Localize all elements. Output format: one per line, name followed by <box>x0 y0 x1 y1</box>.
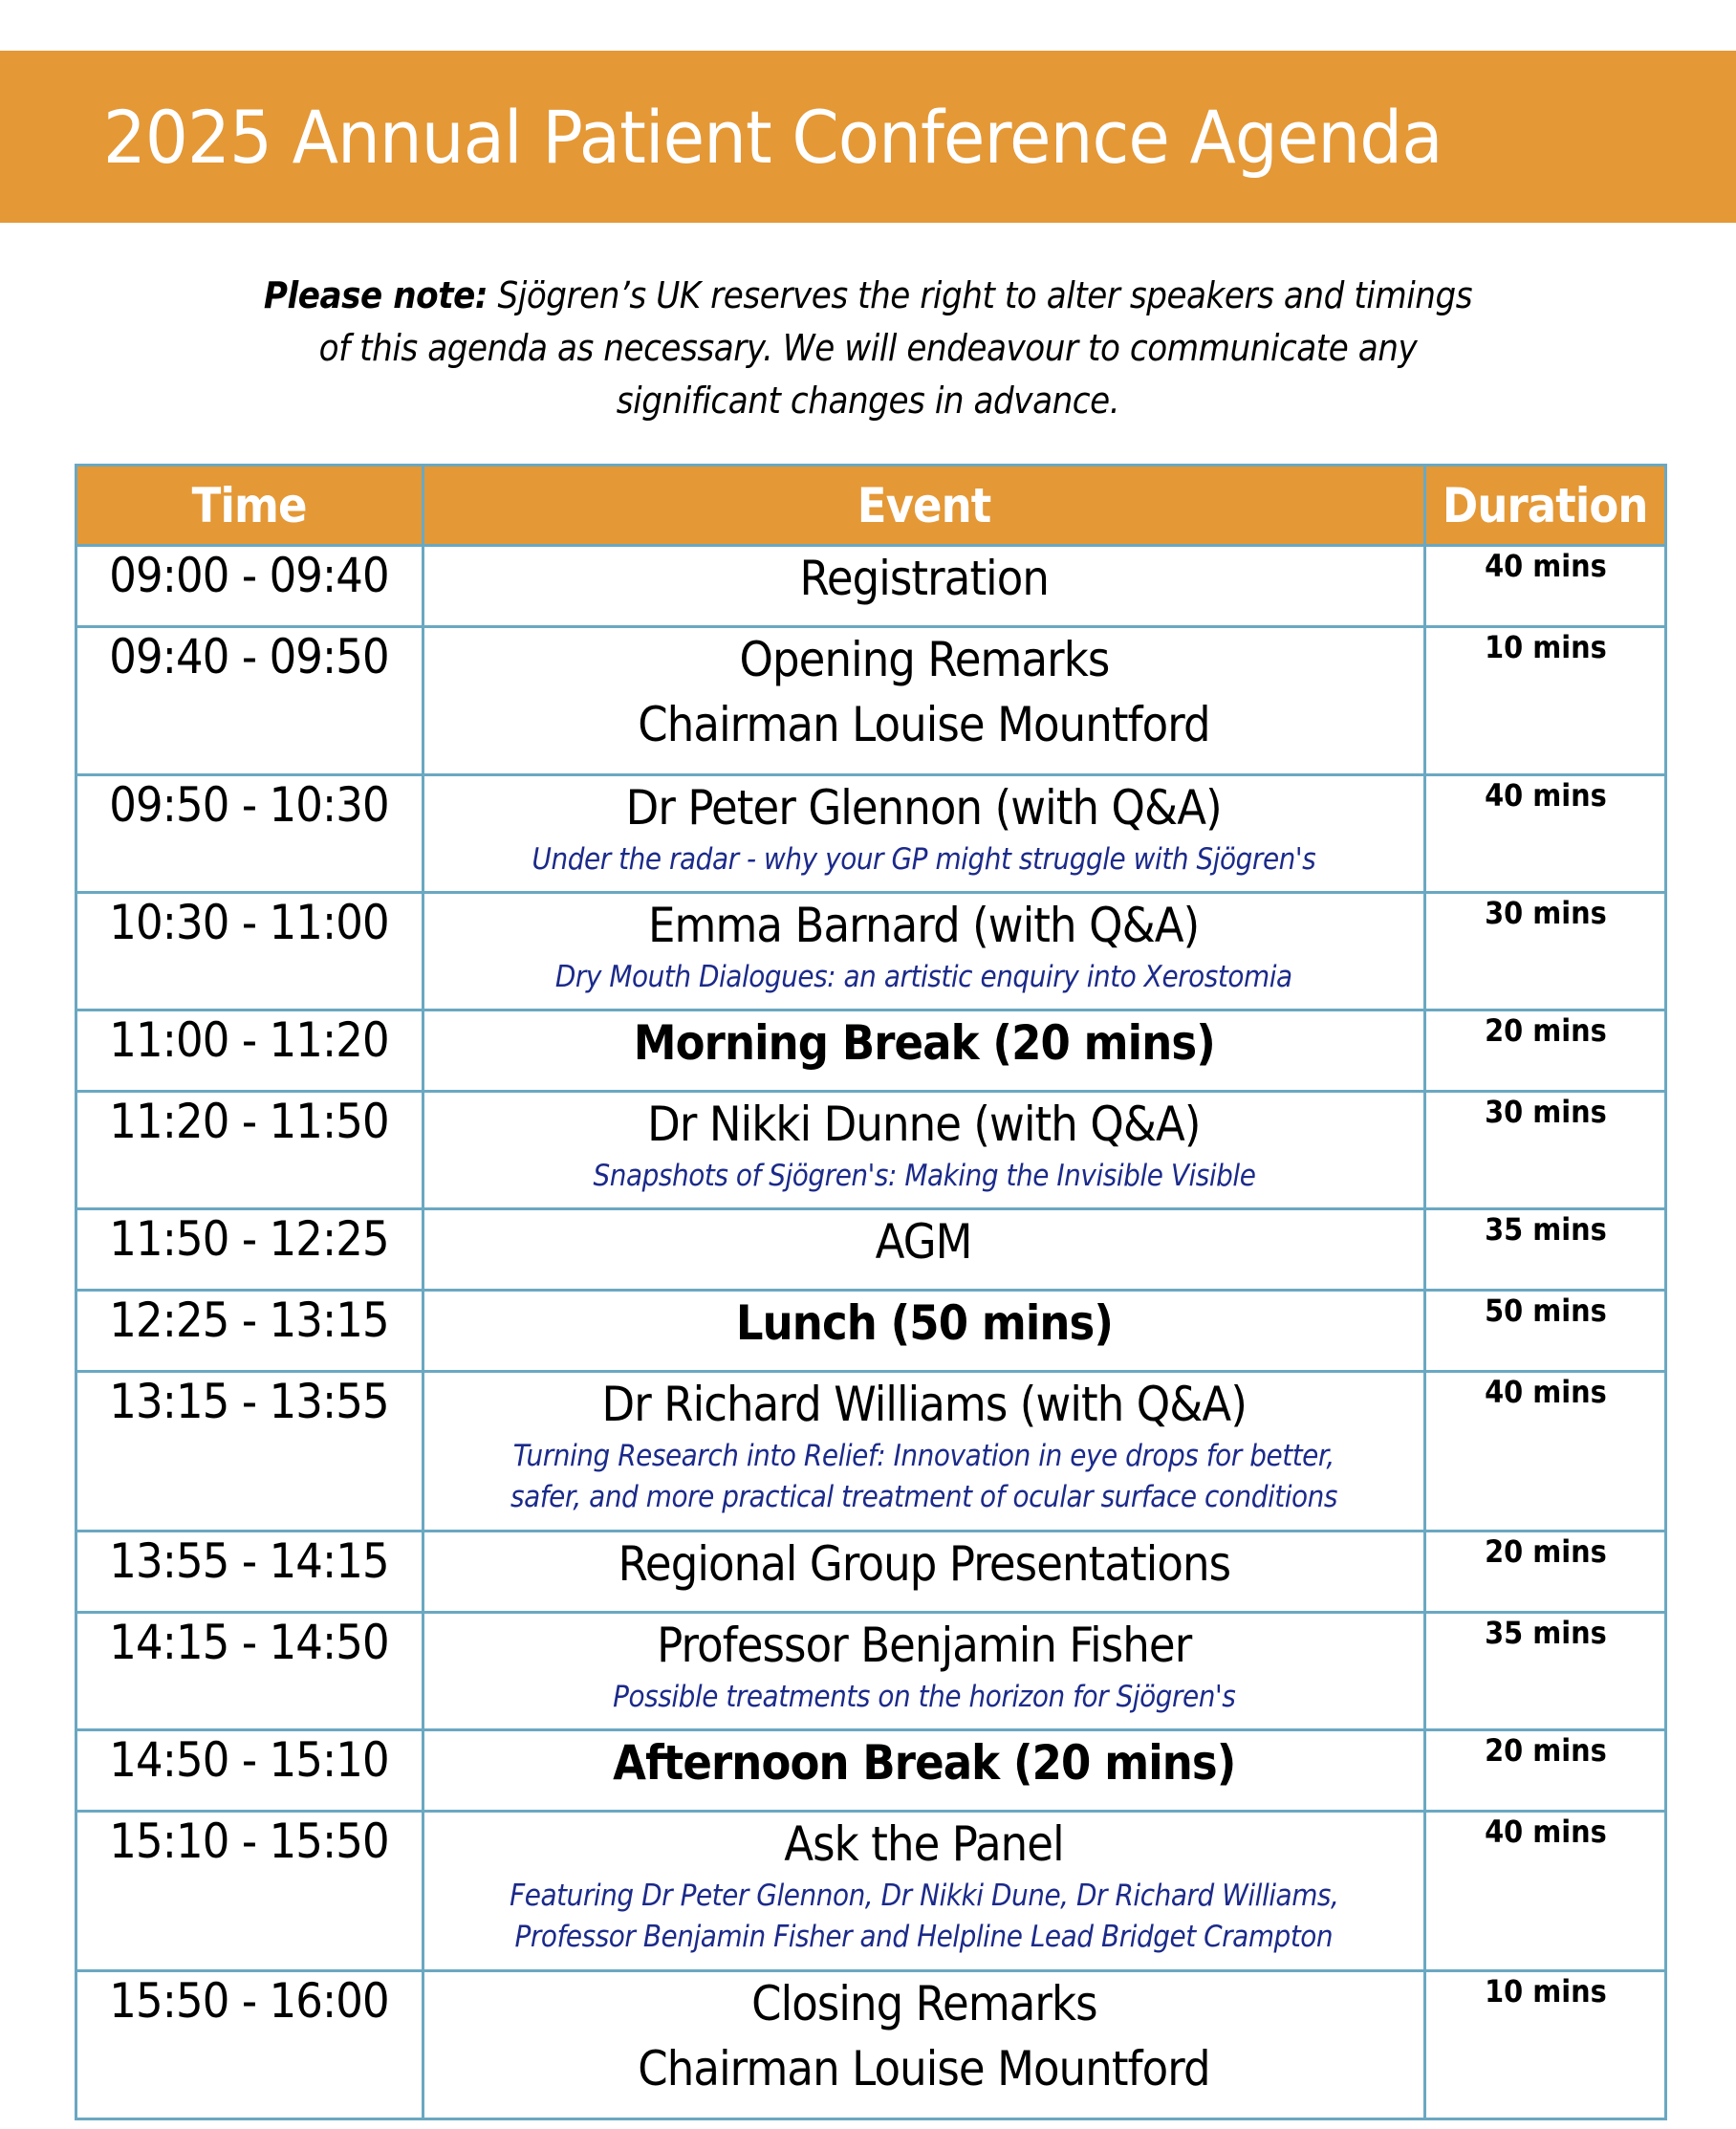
event-title: Opening Remarks <box>739 632 1109 687</box>
column-header-duration: Duration <box>1425 466 1666 546</box>
duration-cell: 35 mins <box>1425 1613 1666 1730</box>
event-subtitle-line1: Featuring Dr Peter Glennon, Dr Nikki Dune, Dr Richard Williams, <box>509 1879 1339 1913</box>
event-cell <box>423 1010 1425 1092</box>
event-title: Regional Group Presentations <box>618 1536 1230 1592</box>
page-title: 2025 Annual Patient Conference Agenda <box>102 94 1443 180</box>
event-subtitle-line1: Turning Research into Relief: Innovation in eye drops for better, <box>512 1439 1335 1473</box>
time-cell: 11:00 - 11:20 <box>76 1010 423 1092</box>
event-speaker: Chairman Louise Mountford <box>638 2041 1210 2096</box>
duration-cell: 40 mins <box>1425 775 1666 893</box>
time-cell: 09:40 - 09:50 <box>76 627 423 775</box>
event-cell <box>423 1971 1425 2119</box>
event-cell <box>423 1291 1425 1372</box>
duration-cell: 40 mins <box>1425 1372 1666 1532</box>
time-cell: 11:50 - 12:25 <box>76 1209 423 1291</box>
duration-cell: 10 mins <box>1425 1971 1666 2119</box>
event-title: Afternoon Break (20 mins) <box>612 1735 1236 1791</box>
column-header-time: Time <box>76 466 423 546</box>
event-title: Ask the Panel <box>784 1816 1064 1872</box>
event-cell <box>423 1730 1425 1812</box>
duration-cell: 20 mins <box>1425 1010 1666 1092</box>
table-row <box>76 1971 1666 2119</box>
duration-cell: 40 mins <box>1425 1812 1666 1971</box>
event-cell <box>423 1812 1425 1971</box>
table-row <box>76 1010 1666 1092</box>
table-row <box>76 893 1666 1010</box>
table-row <box>76 546 1666 627</box>
table-row <box>76 1291 1666 1372</box>
event-title: Emma Barnard (with Q&A) <box>648 898 1200 953</box>
event-cell <box>423 893 1425 1010</box>
event-cell <box>423 1613 1425 1730</box>
time-cell: 10:30 - 11:00 <box>76 893 423 1010</box>
table-row <box>76 1812 1666 1971</box>
event-cell <box>423 1092 1425 1209</box>
duration-cell: 40 mins <box>1425 546 1666 627</box>
column-header-event: Event <box>423 466 1425 546</box>
event-title: Closing Remarks <box>750 1976 1097 2031</box>
time-cell: 15:50 - 16:00 <box>76 1971 423 2119</box>
agenda-table <box>75 464 1667 2120</box>
time-cell: 09:50 - 10:30 <box>76 775 423 893</box>
event-cell <box>423 546 1425 627</box>
event-title: Professor Benjamin Fisher <box>656 1618 1192 1673</box>
time-cell: 13:15 - 13:55 <box>76 1372 423 1532</box>
event-cell <box>423 1209 1425 1291</box>
time-cell: 13:55 - 14:15 <box>76 1532 423 1613</box>
table-row <box>76 1532 1666 1613</box>
event-title: AGM <box>876 1214 972 1270</box>
table-row <box>76 1092 1666 1209</box>
time-cell: 09:00 - 09:40 <box>76 546 423 627</box>
table-row <box>76 1613 1666 1730</box>
table-row <box>76 1372 1666 1532</box>
title-banner <box>0 51 1736 223</box>
event-cell <box>423 1372 1425 1532</box>
event-title: Lunch (50 mins) <box>735 1295 1113 1351</box>
duration-cell: 30 mins <box>1425 1092 1666 1209</box>
duration-cell: 20 mins <box>1425 1532 1666 1613</box>
event-title: Morning Break (20 mins) <box>633 1015 1215 1071</box>
event-subtitle-line2: safer, and more practical treatment of ocular surface conditions <box>510 1480 1337 1514</box>
duration-cell: 50 mins <box>1425 1291 1666 1372</box>
note-text: Sjögren’s UK reserves the right to alter speakers and timings of this agenda as necessary. We will endeavour to communicate any significant changes in advance. <box>318 274 1473 422</box>
note-lead: Please note: <box>263 274 488 316</box>
time-cell: 15:10 - 15:50 <box>76 1812 423 1971</box>
event-title: Dr Richard Williams (with Q&A) <box>601 1377 1247 1432</box>
disclaimer-note <box>259 270 1477 427</box>
table-header-row <box>76 466 1666 546</box>
time-cell: 11:20 - 11:50 <box>76 1092 423 1209</box>
event-cell <box>423 1532 1425 1613</box>
event-speaker: Chairman Louise Mountford <box>638 697 1210 752</box>
event-cell <box>423 775 1425 893</box>
event-title: Dr Nikki Dunne (with Q&A) <box>647 1097 1201 1152</box>
event-subtitle: Snapshots of Sjögren's: Making the Invisible Visible <box>593 1159 1255 1193</box>
table-row <box>76 627 1666 775</box>
table-row <box>76 1209 1666 1291</box>
duration-cell: 30 mins <box>1425 893 1666 1010</box>
event-subtitle: Possible treatments on the horizon for Sjögren's <box>612 1680 1236 1714</box>
duration-cell: 20 mins <box>1425 1730 1666 1812</box>
event-cell <box>423 627 1425 775</box>
table-row <box>76 775 1666 893</box>
event-subtitle: Under the radar - why your GP might struggle with Sjögren's <box>532 842 1316 877</box>
event-subtitle: Dry Mouth Dialogues: an artistic enquiry into Xerostomia <box>555 960 1292 994</box>
event-title: Dr Peter Glennon (with Q&A) <box>625 780 1223 836</box>
duration-cell: 10 mins <box>1425 627 1666 775</box>
time-cell: 14:15 - 14:50 <box>76 1613 423 1730</box>
event-subtitle-line2: Professor Benjamin Fisher and Helpline Lead Bridget Crampton <box>514 1920 1334 1954</box>
time-cell: 14:50 - 15:10 <box>76 1730 423 1812</box>
event-title: Registration <box>799 551 1049 606</box>
table-row <box>76 1730 1666 1812</box>
time-cell: 12:25 - 13:15 <box>76 1291 423 1372</box>
duration-cell: 35 mins <box>1425 1209 1666 1291</box>
